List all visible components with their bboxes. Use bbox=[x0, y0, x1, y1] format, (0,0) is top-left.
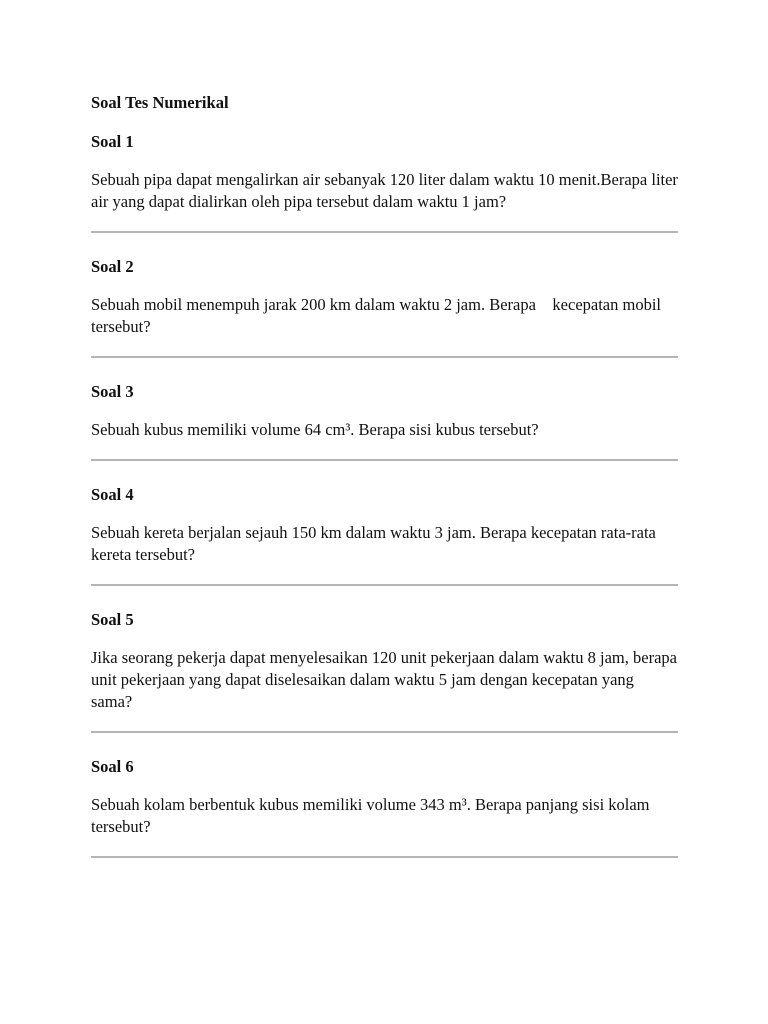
question-divider bbox=[91, 459, 678, 461]
question-text: Sebuah kubus memiliki volume 64 cm³. Berapa sisi kubus tersebut? bbox=[91, 420, 539, 439]
question-divider bbox=[91, 856, 678, 858]
question-text: Sebuah kolam berbentuk kubus memiliki volume 343 m³. Berapa panjang sisi kolam tersebut? bbox=[91, 795, 650, 836]
document-page bbox=[91, 92, 678, 881]
question-heading: Soal 6 bbox=[91, 757, 134, 776]
question-heading: Soal 4 bbox=[91, 485, 134, 504]
question-text: Sebuah pipa dapat mengalirkan air sebanyak 120 liter dalam waktu 10 menit.Berapa liter air yang dapat dialirkan oleh pipa tersebut dalam waktu 1 jam? bbox=[91, 170, 678, 211]
question-heading: Soal 2 bbox=[91, 257, 134, 276]
question-heading: Soal 3 bbox=[91, 382, 134, 401]
question-heading: Soal 5 bbox=[91, 610, 134, 629]
question-divider bbox=[91, 231, 678, 233]
question-3 bbox=[91, 381, 678, 461]
question-heading: Soal 1 bbox=[91, 132, 134, 151]
question-divider bbox=[91, 584, 678, 586]
question-text: Sebuah mobil menempuh jarak 200 km dalam waktu 2 jam. Berapa kecepatan mobil tersebut? bbox=[91, 295, 666, 336]
question-1 bbox=[91, 131, 678, 233]
question-text: Sebuah kereta berjalan sejauh 150 km dalam waktu 3 jam. Berapa kecepatan rata-rata kereta tersebut? bbox=[91, 523, 656, 564]
question-5 bbox=[91, 609, 678, 733]
question-text: Jika seorang pekerja dapat menyelesaikan 120 unit pekerjaan dalam waktu 8 jam, berapa unit pekerjaan yang dapat diselesaikan dalam waktu 5 jam dengan kecepatan yang sama? bbox=[91, 648, 677, 711]
question-divider bbox=[91, 731, 678, 733]
question-4 bbox=[91, 484, 678, 586]
question-divider bbox=[91, 356, 678, 358]
question-2 bbox=[91, 256, 678, 358]
document-title: Soal Tes Numerikal bbox=[91, 93, 229, 112]
question-6 bbox=[91, 756, 678, 858]
